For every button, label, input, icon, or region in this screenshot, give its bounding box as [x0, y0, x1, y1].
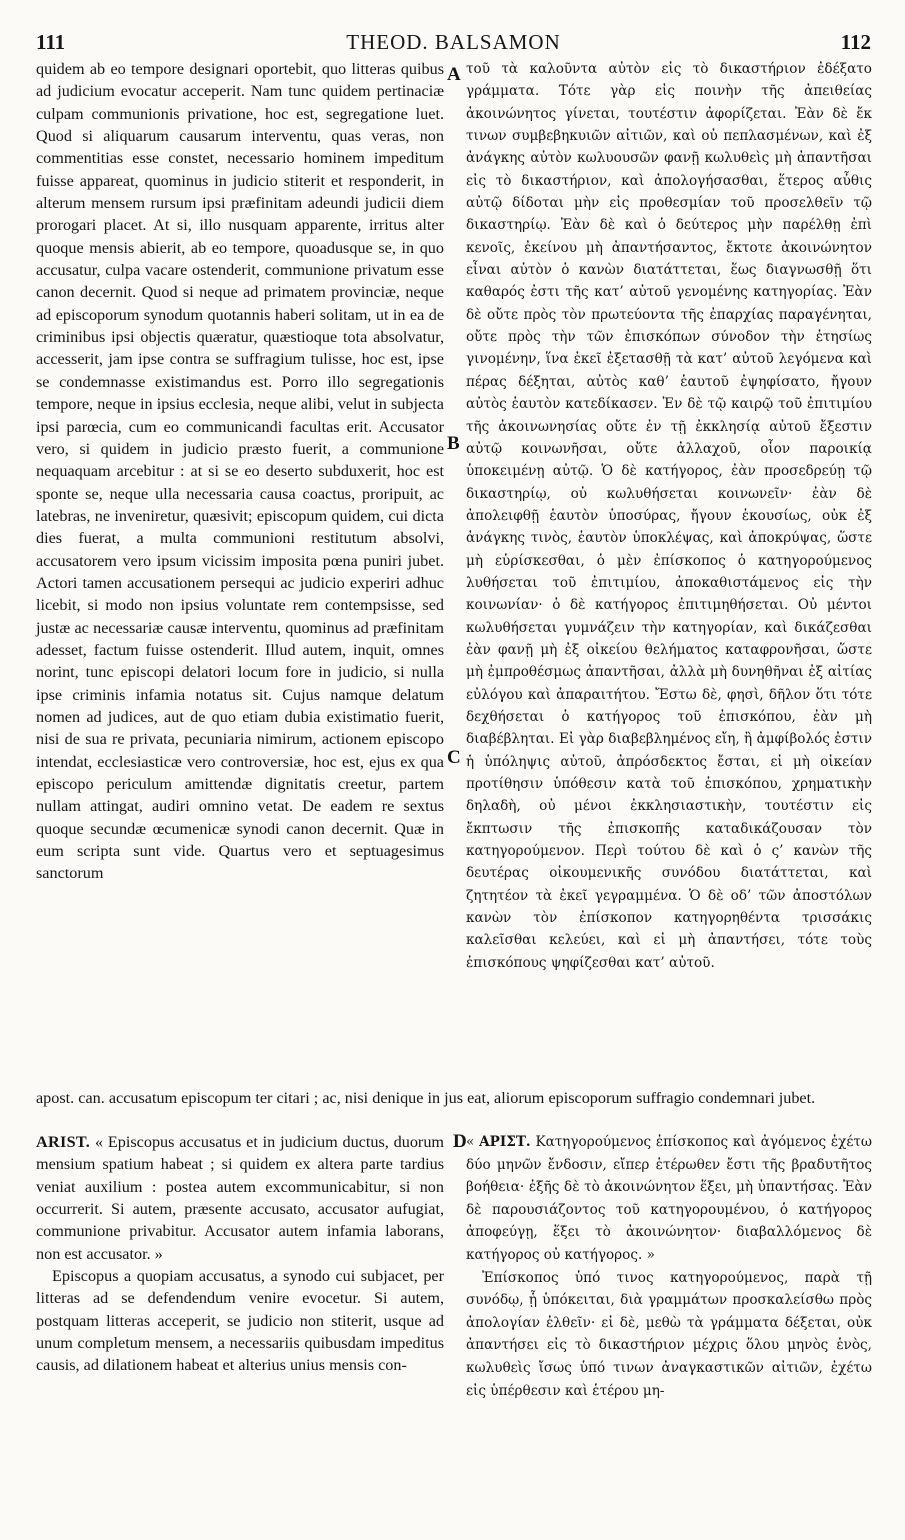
- greek-paragraph: τοῦ τὰ καλοῦντα αὐτὸν εἰς τὸ δικαστήριον ἐδέξατο γράμματα. Τότε γὰρ εἰς ποινὴν τῆς ἀπειθείας ἀκοινώνητος γίνεται, τουτέστιν ἀφορίζεται. Ἐὰν δὲ ἔκ τινων συμβεβηκυιῶν αἰτιῶν, καὶ οὐ πεπλασμένων, καὶ ἐξ ἀνάγκης αὐτὸν κωλυουσῶν φανῇ κωλυθεὶς μὴ ἀπαντῆσαι εἰς τὸ δικαστήριον, καὶ ἀπολογήσασθαι, ἕτερος αὖθις αὐτῷ δίδοται μὴν εἰς προθεσμίαν τοῦ προσελθεῖν τῷ δικαστηρίῳ. Ἐὰν δὲ καὶ ὁ δεύτερος μὴν παρέλθῃ ἐπὶ κενοῖς, ἐκείνου μὴ ἀπαντήσαντος, ἔκτοτε ἀκοινώνητον εἶναι αὐτὸν ὁ κανὼν διατάττεται, ἕως διαγνωσθῇ ὅτι καθαρός ἐστι τῆς κατ’ αὐτοῦ γενομένης κατηγορίας. Ἐὰν δὲ οὔτε πρὸς τὸν πρωτεύοντα τῆς ἐπαρχίας παραγένηται, οὔτε πρὸς τὴν τῶν ἐπισκόπων σύνοδον τὴν ἐτησίως γινομένην, ἵνα ἐκεῖ ἐξετασθῇ τὰ κατ’ αὐτοῦ λεγόμενα καὶ πέρας δέξηται, αὐτὸς καθ’ ἑαυτοῦ ἐψηφίσατο, ἤγουν αὐτὸς ἑαυτὸν κατεδίκασεν. Ἐν δὲ τῷ καιρῷ τοῦ ἐπιτιμίου τῆς ἀκοινωνησίας οὔτε ἐν τῇ ἐκκλησίᾳ αὐτοῦ ἔξεστιν αὐτῷ κοινωνῆσαι, οὔτε ἀλλαχοῦ, οἷον παροικίᾳ ὑποκειμένῃ αὐτῷ. Ὁ δὲ κατήγορος, ἐὰν προσεδρεύῃ τῷ δικαστηρίῳ, οὐ κωλυθήσεται κοινωνεῖν· ἐὰν δὲ ἀπολειφθῇ ἑαυτὸν ὑποσύρας, ἤγουν ἑκουσίως, οὐκ ἐξ ἀνάγκης τινὸς, ἑαυτὸν ὑποκλέψας, καὶ ἀποκρύψας, ὥστε μὴ εὑρίσκεσθαι, ὁ μὲν ἐπίσκοπος ὁ κατηγορούμενος λυθήσεται τοῦ ἐπιτιμίου, ἀποκαθιστάμενος εἰς τὴν κοινωνίαν· ὁ δὲ κατήγορος ἐπιτιμηθήσεται. Οὐ μέντοι κωλυθήσεται γυμνάζειν τὴν κατηγορίαν, καὶ δικάζεσθαι ἐὰν φανῇ μὴ ἐξ οἰκείου θελήματος καταφρονῆσαι, ὥστε μὴ ἐμπροθέσμως ἀπαντῆσαι, ἀλλὰ μὴ δυνηθῆναι ἐξ αἰτίας εὐλόγου καὶ ἀπαραιτήτου. Ἔστω δὲ, φησὶ, δῆλον ὅτι τότε δεχθήσεται ὁ κατήγορος τοῦ ἐπισκόπου, ἐὰν μὴ διαβέβληται. Εἰ γὰρ διαβεβλημένος εἴη, ἢ ἀμφίβολός ἐστιν ἡ ὑπόληψις αὐτοῦ, ἀπρόσδεκτος ἔσται, εἰ μὴ οἰκείαν προτίθησιν ὑπόθεσιν κατὰ τοῦ ἐπισκόπου, χρηματικὴν δηλαδὴ, οὐ μένοι ἐκκλησιαστικὴν, τουτέστιν εἰς ἔκπτωσιν τῆς ἐπισκοπῆς καταδικάζουσαν τὸν κατηγορούμενον. Περὶ τούτου δὲ καὶ ὁ ς’ κανὼν τῆς δευτέρας οἰκουμενικῆς συνόδου διατάττεται, καὶ ζητητέον τὰ ἐκεῖ γεγραμμένα. Ὁ δὲ οδ’ τῶν ἀποστόλων κανὼν τὸν ἐπίσκοπον κατηγορηθέντα τρισσάκις καλεῖσθαι κελεύει, καὶ εἰ μὴ ἀπαντήσει, τότε τοὺς ἐπισκόπους ψηφίζεσθαι κατ’ αὐτοῦ.: [466, 61, 872, 971]
- page-header: [36, 30, 871, 56]
- spanning-text: apost. can. accusatum episcopum ter citari ; ac, nisi denique in jus eat, aliorum episcoporum suffragio condemnari jubet.: [36, 1089, 816, 1107]
- latin-commentary: Episcopus a quopiam accusatus, a synodo cui subjacet, per litteras ad se defendendum venire evocetur. Si autem, postquam litteras acceperit, se judicio non stiterit, usque ad unum completum mensem, a necessariis quibusdam impeditus causis, ad dilationem habeat et alterius unius mensis con-: [36, 1267, 444, 1375]
- greek-aristenus-quote: « ΑΡΙΣΤ. Κατηγορούμενος ἐπίσκοπος καὶ ἀγόμενος ἐχέτω δύο μηνῶν ἔνδοσιν, εἴπερ ἑτέρωθεν ἔστι τῆς βραδυτῆτος βοήθεια· ἐξῆς δὲ τὸ ἀκοινώνητον ἕξει, μὴ ὑπαντήσας. Ἐὰν δὲ παρουσιάζοντος τοῦ κατηγορουμένου, ὁ κατήγορος ἀποφεύγῃ, ἕξει τὸ ἀκοινώνητον· διαβαλλόμενος δὲ κατήγορος οὐ κατήγορος. »: [466, 1134, 872, 1263]
- latin-paragraph: quidem ab eo tempore designari oportebit, quo litteras quibus ad judicium evocatur acceperit. Nam tunc quidem pertinaciæ culpam communionis privatione, hoc est, segregatione luet. Quod si aliquarum causarum interventu, quas veras, non commentitias esse constet, necessario hominem impeditum fuisse appareat, quominus in judicio stiterit et responderit, in alterum mensem rursum ipsi præfinitam adeundi judicii diem prorogari placet. At si, illo nusquam apparente, irritus alter quoque mensis abierit, ab eo tempore, quoadusque se, in quo accusatur, culpa vacare ostenderit, communione privatum esse canon decernit. Quod si neque ad primatem provinciæ, neque ad episcoporum synodum quotannis haberi solitam, ut in ea de criminibus ipsi objectis quæratur, quæstioque tota absolvatur, accesserit, jam ipse contra se suffragium tulisse, hoc est, ipse se condemnasse existimandus est. Porro illo segregationis tempore, neque in ipsius ecclesia, neque alibi, velut in subjecta ipsi parœcia, cum eo communicandi facultas erit. Accusator vero, si quidem in judicio præsto fuerit, a communione nequaquam arcebitur : at si se eo deserto subduxerit, hoc est sponte se, neque ulla necessaria causa coactus, proripuit, ac latebras, ne inveniretur, quæsivit; episcopum quidem, cui dicta dies fuerat, a multa communioni restitutum absolvi, accusatorem vero ipsum vicissim imposita pœna puniri jubet. Actori tamen accusationem persequi ac judicio experiri adhuc licebit, si modo non ipsius voluntate rem contempsisse, sed justæ ac necessariæ causæ interventu, quominus ad præfinitam adesset, factum fuisse ostenderit. Illud autem, inquit, omnes norint, tunc episcopi delatori locum fore in judicio, si nulla ipse criminis infamia notatus sit. Cujus namque delatum nomen ad judices, aut de quo etiam dubia existimatio fuerit, nisi de sua re privata, pecuniaria nimirum, actionem episcopo intendat, ecclesiasticæ vero controversiæ, hoc est, ejus ex qua episcopo periculum amittendæ dignitatis creetur, partem nullam attingat, audiri omnino vetat. De eadem re sextus quoque secundæ œcumenicæ synodi canon decernit. Quæ in eum scripta sunt vide. Quartus vero et septuagesimus sanctorum: [36, 60, 444, 883]
- greek-column-bottom: [466, 1131, 872, 1402]
- latin-column-bottom: [36, 1131, 444, 1377]
- margin-letter-a: A: [447, 64, 461, 85]
- page-number-right: 112: [840, 30, 871, 54]
- margin-letter-b: B: [447, 433, 460, 454]
- greek-quote-text: Κατηγορούμενος ἐπίσκοπος καὶ ἀγόμενος ἐχέτω δύο μηνῶν ἔνδοσιν, εἴπερ ἑτέρωθεν ἔστι τῆς βραδυτῆτος βοήθεια· ἐξῆς δὲ τὸ ἀκοινώνητον ἕξει, μὴ ὑπαντήσας. Ἐὰν δὲ παρουσιάζοντος τοῦ κατηγορουμένου, ὁ κατήγορος ἀποφεύγῃ, ἕξει τὸ ἀκοινώνητον· διαβαλλόμενος δὲ κατήγορος οὐ κατήγορος.: [466, 1134, 872, 1263]
- spanning-line: [36, 1087, 872, 1109]
- margin-letter-d: D: [453, 1131, 467, 1152]
- latin-column-top: [36, 58, 444, 885]
- latin-quote-text: Episcopus accusatus et in judicium ductus, duorum mensium spatium habeat ; si quidem ex altera parte tardius veniat auxilium : postea autem excommunicabitur, si non occurrerit. Si autem, præsente accusato, accusator aufugiat, communione privabitur. Accusator autem infamia laborans, non est accusator.: [36, 1133, 445, 1263]
- page-number-left: 111: [36, 30, 66, 54]
- latin-aristenus-quote: ARIST. « Episcopus accusatus et in judicium ductus, duorum mensium spatium habeat ; si quidem ex altera parte tardius veniat auxilium : postea autem excommunicabitur, si non occurrerit. Si autem, præsente accusato, accusator aufugiat, communione privabitur. Accusator autem infamia laborans, non est accusator. »: [36, 1133, 445, 1263]
- greek-aristenus-heading: ΑΡΙΣΤ.: [479, 1134, 531, 1150]
- running-title: THEOD. BALSAMON: [346, 30, 561, 54]
- margin-letter-c: C: [447, 747, 461, 768]
- greek-column-top: [466, 58, 872, 974]
- greek-commentary: Ἐπίσκοπος ὑπό τινος κατηγορούμενος, παρὰ τῇ συνόδῳ, ᾗ ὑπόκειται, διὰ γραμμάτων προσκαλείσθω πρὸς ἀπολογίαν ἐλθεῖν· εἰ δὲ, μεθὼ τὰ γράμματα δέξεται, οὐκ ἀπαντήσει εἰς τὸ δικαστήριον μέχρις ὅλου μηνὸς ἑνὸς, κωλυθεὶς ἴσως ὑπό τινων ἀναγκαστικῶν αἰτιῶν, ἐχέτω εἰς ὑπέρθεσιν καὶ ἑτέρου μη-: [466, 1269, 872, 1399]
- latin-aristenus-heading: ARIST.: [36, 1133, 91, 1151]
